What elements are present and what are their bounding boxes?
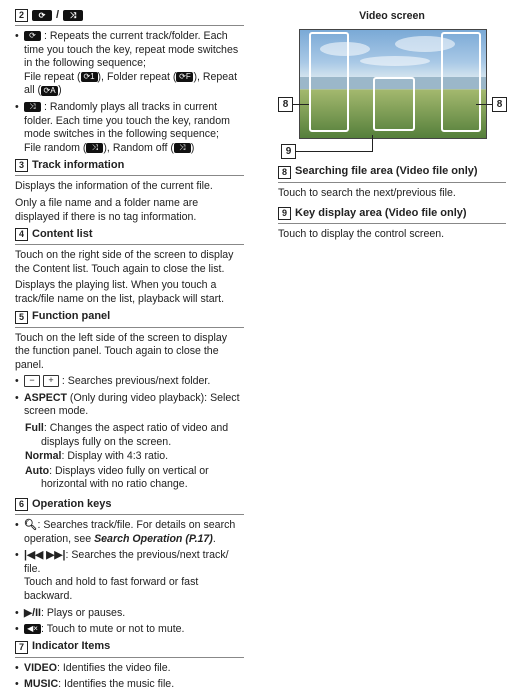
- repeat-icon: ⟳: [32, 10, 52, 21]
- file-repeat-icon: ⟳1: [81, 72, 98, 82]
- aspect-option-full: [25, 422, 244, 449]
- search-icon: 🔍︎: [24, 519, 38, 532]
- repeat-icon: ⟳: [24, 31, 41, 41]
- section-title: Track information: [32, 159, 125, 172]
- indicator-keyword: VIDEO: [24, 661, 57, 674]
- skip-description: : Searches the previous/next track/ file.: [24, 549, 229, 575]
- section-header-indicator-items: [15, 640, 244, 658]
- repeat-all-label: ), Repeat: [193, 70, 238, 83]
- folder-repeat-icon: ⟳F: [176, 72, 193, 82]
- left-column: [15, 8, 244, 695]
- list-item: [15, 375, 244, 389]
- close-paren: ): [58, 84, 62, 97]
- mute-icon: ◀×: [24, 624, 41, 634]
- random-description: : Randomly plays all tracks in current folder. Each time you touch the key, random mode switches in the following sequence;: [24, 100, 230, 141]
- separator: /: [56, 8, 60, 21]
- callout-line: [296, 151, 372, 152]
- mute-description: : Touch to mute or not to mute.: [41, 623, 185, 636]
- callout-8-right: 8: [492, 97, 507, 112]
- folder-next-icon: +: [43, 375, 59, 387]
- paragraph: Touch on the left side of the screen to display the function panel. Touch again to close the panel.: [15, 331, 228, 371]
- aspect-option-auto: [25, 465, 244, 492]
- searching-file-area-left[interactable]: [309, 32, 349, 132]
- option-keyword: Auto: [25, 464, 50, 477]
- callout-line: [372, 135, 373, 152]
- paragraph: Touch to display the control screen.: [278, 228, 445, 241]
- file-random-label: File random (: [24, 141, 87, 154]
- section-header-key-display-area: [278, 206, 506, 224]
- search-description: : Searches track/file. For details on search operation, see: [24, 519, 236, 545]
- section-title: Searching file area (Video file only): [295, 165, 478, 178]
- right-column: [278, 8, 506, 245]
- list-item: [15, 392, 244, 419]
- section-number: 2: [15, 9, 28, 22]
- section-header-searching-file-area: [278, 165, 506, 183]
- list-item: [15, 519, 244, 546]
- callout-8-left: 8: [278, 97, 293, 112]
- repeat-all-label-2: all (: [24, 84, 42, 97]
- function-panel-list: [15, 375, 244, 419]
- search-operation-link[interactable]: Search Operation (P.17): [94, 532, 213, 545]
- indicator-description: : Identifies the music file.: [58, 678, 175, 691]
- repeat-description: : Repeats the current track/folder. Each time you touch the key, repeat mode switches in the following sequence;: [24, 30, 239, 70]
- option-keyword: Normal: [25, 450, 62, 463]
- section-title: Indicator Items: [32, 640, 111, 653]
- indicator-list: [15, 662, 244, 692]
- file-repeat-label: File repeat (: [24, 70, 81, 83]
- video-screen-image: [299, 29, 487, 139]
- section-number: 8: [278, 166, 291, 179]
- paragraph: Only a file name and a folder name are displayed if there is no tag information.: [15, 196, 199, 223]
- paragraph: Displays the playing list. When you touch a track/file name on the list, playback will start.: [15, 279, 225, 305]
- skip-icons: |◀◀ ▶▶|: [24, 549, 66, 562]
- play-pause-description: : Plays or pauses.: [40, 606, 126, 619]
- option-description: : Displays video fully on vertical or horizontal with no ratio change.: [41, 464, 209, 491]
- section-number: 7: [15, 641, 28, 654]
- aspect-keyword: ASPECT: [24, 391, 67, 404]
- callout-line: [476, 104, 492, 105]
- random-off-label: ), Random off (: [103, 141, 174, 154]
- section-header-function-panel: [15, 310, 244, 328]
- list-item: [15, 662, 244, 676]
- option-description: : Changes the aspect ratio of video and displays fully on the screen.: [41, 422, 229, 448]
- key-display-area[interactable]: [373, 77, 415, 131]
- section-title: Function panel: [32, 310, 111, 323]
- section-title: Key display area (Video file only): [295, 206, 467, 219]
- section-title: Content list: [32, 227, 93, 240]
- folder-previous-icon: −: [24, 375, 40, 387]
- folder-search-description: : Searches previous/next folder.: [61, 375, 211, 388]
- aspect-option-normal: [25, 450, 244, 464]
- section-title: Operation keys: [32, 497, 112, 510]
- section-number: 6: [15, 498, 28, 511]
- searching-file-area-right[interactable]: [441, 32, 481, 132]
- close-paren: ): [190, 141, 195, 154]
- option-keyword: Full: [25, 422, 44, 435]
- paragraph: Touch to search the next/previous file.: [278, 186, 456, 199]
- indicator-description: : Identifies the video file.: [56, 661, 171, 674]
- skip-description-2: Touch and hold to fast forward or fast backward.: [24, 576, 199, 602]
- list-item: [15, 549, 244, 603]
- shuffle-icon: ⤨: [63, 10, 83, 21]
- play-pause-icon: ▶/II: [24, 606, 41, 619]
- option-description: : Display with 4:3 ratio.: [61, 450, 169, 463]
- list-item: [15, 101, 244, 155]
- section-number: 5: [15, 311, 28, 324]
- list-item: [15, 678, 244, 692]
- random-off-icon: ⤨: [174, 143, 191, 153]
- list-item: [15, 607, 244, 621]
- folder-repeat-label: ), Folder repeat (: [97, 70, 177, 83]
- shuffle-icon: ⤨: [24, 102, 41, 112]
- period: .: [212, 532, 216, 545]
- indicator-keyword: MUSIC: [24, 678, 59, 691]
- section-number: 9: [278, 207, 291, 220]
- section-header-track-information: [15, 158, 244, 176]
- callout-line: [293, 104, 309, 105]
- video-screen-title: Video screen: [359, 10, 425, 22]
- operation-keys-list: [15, 519, 244, 637]
- repeat-random-list: [15, 30, 244, 155]
- paragraph: Displays the information of the current file.: [15, 180, 213, 193]
- list-item: [15, 30, 244, 98]
- paragraph: Touch on the right side of the screen to display the Content list. Touch again to close the list.: [15, 249, 234, 275]
- list-item: [15, 623, 244, 637]
- cloud: [360, 56, 430, 66]
- video-screen-figure: [278, 29, 506, 155]
- repeat-all-icon: ⟳A: [41, 86, 58, 96]
- aspect-description: (Only during video playback): Select screen mode.: [24, 391, 240, 418]
- file-random-icon: ⤨: [86, 143, 103, 153]
- section-header-content-list: [15, 227, 244, 245]
- section-header-operation-keys: [15, 497, 244, 515]
- section-number: 3: [15, 159, 28, 172]
- section-number: 4: [15, 228, 28, 241]
- section-header-repeat-random: [15, 8, 244, 26]
- callout-9: 9: [281, 144, 296, 159]
